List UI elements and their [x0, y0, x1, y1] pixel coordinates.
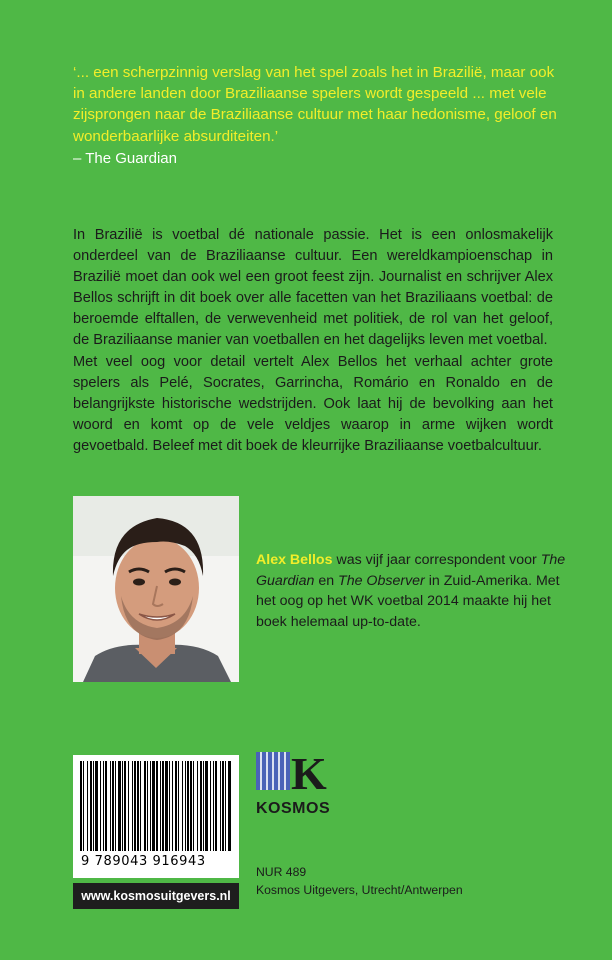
barcode-bar [128, 761, 129, 851]
barcode-bars [78, 761, 234, 853]
barcode-bar [187, 761, 189, 851]
barcode-bar [152, 761, 155, 851]
barcode-bar [132, 761, 133, 851]
book-description [73, 225, 553, 457]
barcode-bar [172, 761, 173, 851]
barcode [73, 755, 239, 878]
barcode-bar [222, 761, 224, 851]
barcode-bar [185, 761, 186, 851]
bio-text-3: in Zuid-Amerika. Met het oog op het WK voetbal 2014 maakte hij het boek helemaal up-to-date. [256, 572, 560, 630]
barcode-bar [93, 761, 94, 851]
author-photo [73, 496, 239, 682]
barcode-bar [144, 761, 146, 851]
imprint-block [256, 863, 463, 899]
barcode-bar [103, 761, 104, 851]
publisher-website[interactable]: www.kosmosuitgevers.nl [73, 883, 239, 909]
barcode-bar [140, 761, 141, 851]
isbn-number: 9 789043 916943 [81, 854, 206, 869]
barcode-bar [105, 761, 107, 851]
nur-code: NUR 489 [256, 865, 307, 879]
barcode-bar [160, 761, 161, 851]
barcode-bar [205, 761, 208, 851]
barcode-bar [137, 761, 139, 851]
barcode-bar [213, 761, 214, 851]
review-quote: ‘... een scherpzinnig verslag van het spel zoals het in Brazilië, maar ook in andere landen door Braziliaanse spelers wordt gespeeld ... met vele zijsprongen naar de Braziliaanse cultuur met haar hedonisme, geloof en wonderbaarlijke absurditeiten.’ [73, 64, 557, 145]
barcode-bar [225, 761, 226, 851]
bio-text-1: was vijf jaar correspondent voor [332, 552, 541, 568]
barcode-bar [197, 761, 198, 851]
barcode-bar [110, 761, 111, 851]
barcode-bar [162, 761, 164, 851]
barcode-bar [220, 761, 221, 851]
barcode-bar [193, 761, 194, 851]
barcode-bar [190, 761, 192, 851]
barcode-bar [87, 761, 88, 851]
logo-letter: K [291, 752, 327, 799]
logo-wordmark: KOSMOS [256, 800, 331, 817]
barcode-bar [134, 761, 136, 851]
barcode-bar [150, 761, 151, 851]
barcode-bar [210, 761, 211, 851]
barcode-bar [182, 761, 183, 851]
author-bio [256, 550, 576, 632]
barcode-bar [165, 761, 168, 851]
description-paragraph-1: In Brazilië is voetbal dé nationale passie. Het is een onlosmakelijk onderdeel van de Braziliaanse cultuur. Een wereldkampioenschap in Brazilië moet dan ook wel een groot feest zijn. Journalist en schrijver Alex Bellos schrijft in dit boek over alle facetten van het Braziliaans voetbal: de beroemde elftallen, de verwevenheid met politiek, de rol van het geloof, de Braziliaanse manier van voetballen en het dagelijks leven met voetbal. [73, 227, 553, 349]
barcode-bar [80, 761, 82, 851]
barcode-bar [178, 761, 179, 851]
barcode-bar [147, 761, 148, 851]
barcode-bar [118, 761, 121, 851]
barcode-bar [200, 761, 202, 851]
newspaper-guardian: The Guardian [256, 552, 566, 589]
barcode-bar [90, 761, 92, 851]
barcode-bar [215, 761, 217, 851]
barcode-bar [115, 761, 116, 851]
publisher-imprint: Kosmos Uitgevers, Utrecht/Antwerpen [256, 883, 463, 897]
barcode-bar [228, 761, 231, 851]
barcode-bar [112, 761, 114, 851]
barcode-bar [156, 761, 158, 851]
barcode-bar [100, 761, 101, 851]
quote-source: – The Guardian [73, 150, 177, 167]
barcode-bar [203, 761, 204, 851]
bio-text-2: en [314, 572, 339, 589]
author-name: Alex Bellos [256, 552, 333, 568]
newspaper-observer: The Observer [338, 572, 425, 589]
barcode-bar [175, 761, 177, 851]
barcode-bar [169, 761, 170, 851]
description-paragraph-2: Met veel oog voor detail vertelt Alex Bellos het verhaal achter grote spelers als Pelé, Socrates, Garrincha, Romário en Ronaldo en de belangrijkste historische wedstrijden. Ook laat hij de bevolking aan het woord en komt op de vele veldjes waarop in arme wijken wordt gevoetbald. Beleef met dit boek de kleurrijke Braziliaanse voetbalcultuur. [73, 353, 553, 454]
barcode-bar [83, 761, 84, 851]
barcode-bar [124, 761, 126, 851]
barcode-bar [122, 761, 123, 851]
barcode-bar [95, 761, 98, 851]
